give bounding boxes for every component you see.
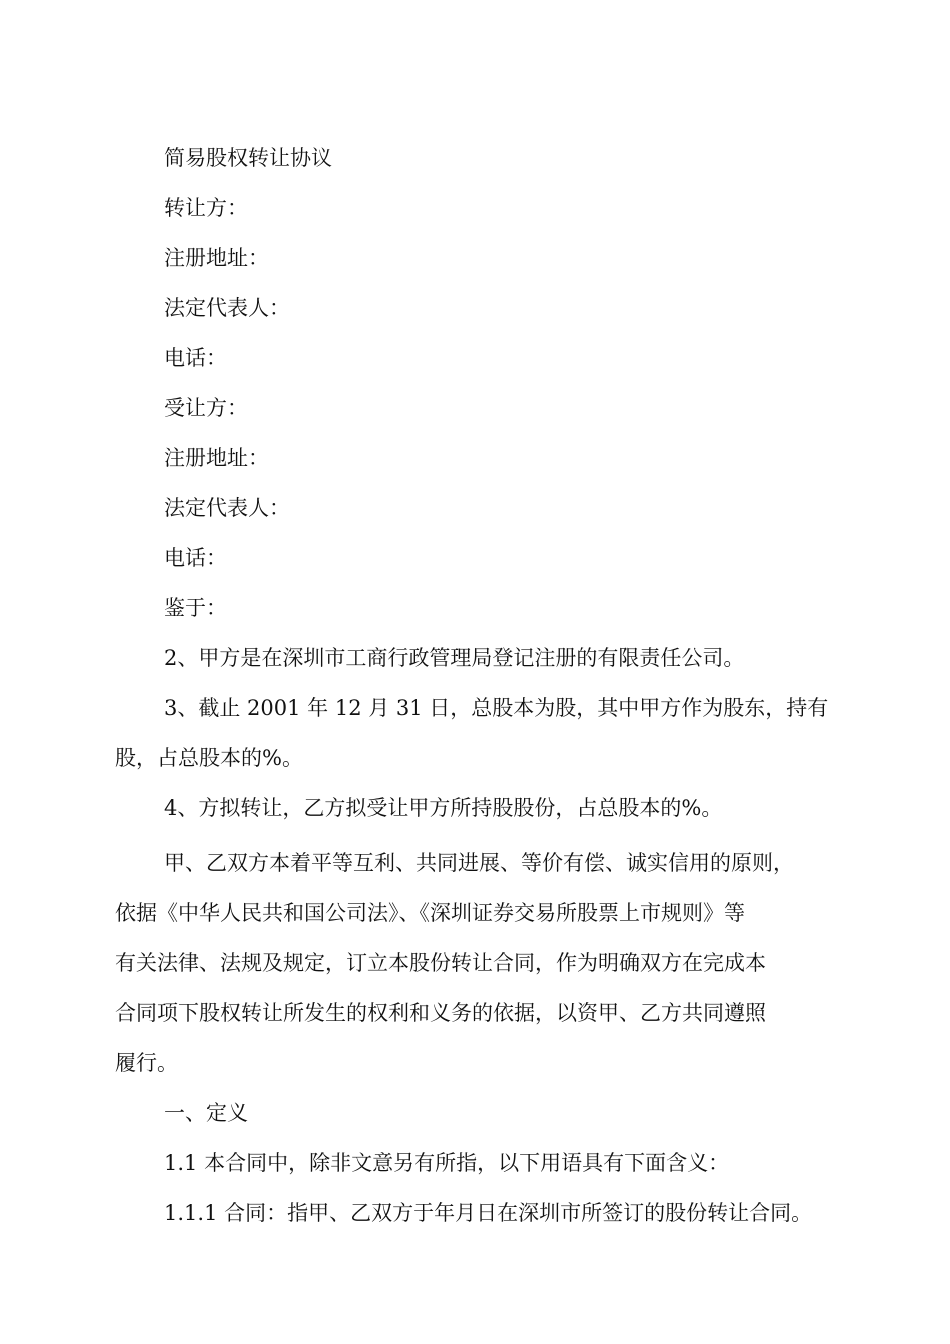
preamble-line-1: 甲、乙双方本着平等互利、共同进展、等价有偿、诚实信用的原则， bbox=[164, 851, 794, 875]
preamble-line-3: 有关法律、法规及规定，订立本股份转让合同，作为明确双方在完成本 bbox=[115, 951, 766, 975]
transferee-phone-label: 电话： bbox=[164, 546, 227, 570]
section-1-title: 一、定义 bbox=[164, 1101, 248, 1125]
transferee-label: 受让方： bbox=[164, 396, 248, 420]
document-title: 简易股权转让协议 bbox=[164, 146, 332, 170]
recital-item-3-line-1: 3、截止 2001 年 12 月 31 日，总股本为股，其中甲方作为股东，持有 bbox=[164, 696, 829, 720]
recital-item-2: 2、甲方是在深圳市工商行政管理局登记注册的有限责任公司。 bbox=[164, 646, 745, 670]
transferee-rep-label: 法定代表人： bbox=[164, 496, 290, 520]
recital-item-3-line-2: 股，占总股本的%。 bbox=[115, 746, 303, 770]
clause-1-1-1: 1.1.1 合同：指甲、乙双方于年月日在深圳市所签订的股份转让合同。 bbox=[164, 1201, 813, 1225]
preamble-line-2: 依据《中华人民共和国公司法》、《深圳证券交易所股票上市规则》等 bbox=[115, 901, 745, 925]
transferor-label: 转让方： bbox=[164, 196, 248, 220]
preamble-line-5: 履行。 bbox=[115, 1051, 178, 1075]
whereas-label: 鉴于： bbox=[164, 596, 227, 620]
preamble-line-4: 合同项下股权转让所发生的权利和义务的依据，以资甲、乙方共同遵照 bbox=[115, 1001, 766, 1025]
recital-item-4: 4、方拟转让，乙方拟受让甲方所持股股份，占总股本的%。 bbox=[164, 796, 723, 820]
transferor-address-label: 注册地址： bbox=[164, 246, 269, 270]
transferor-rep-label: 法定代表人： bbox=[164, 296, 290, 320]
transferor-phone-label: 电话： bbox=[164, 346, 227, 370]
transferee-address-label: 注册地址： bbox=[164, 446, 269, 470]
clause-1-1: 1.1 本合同中，除非文意另有所指，以下用语具有下面含义： bbox=[164, 1151, 730, 1175]
